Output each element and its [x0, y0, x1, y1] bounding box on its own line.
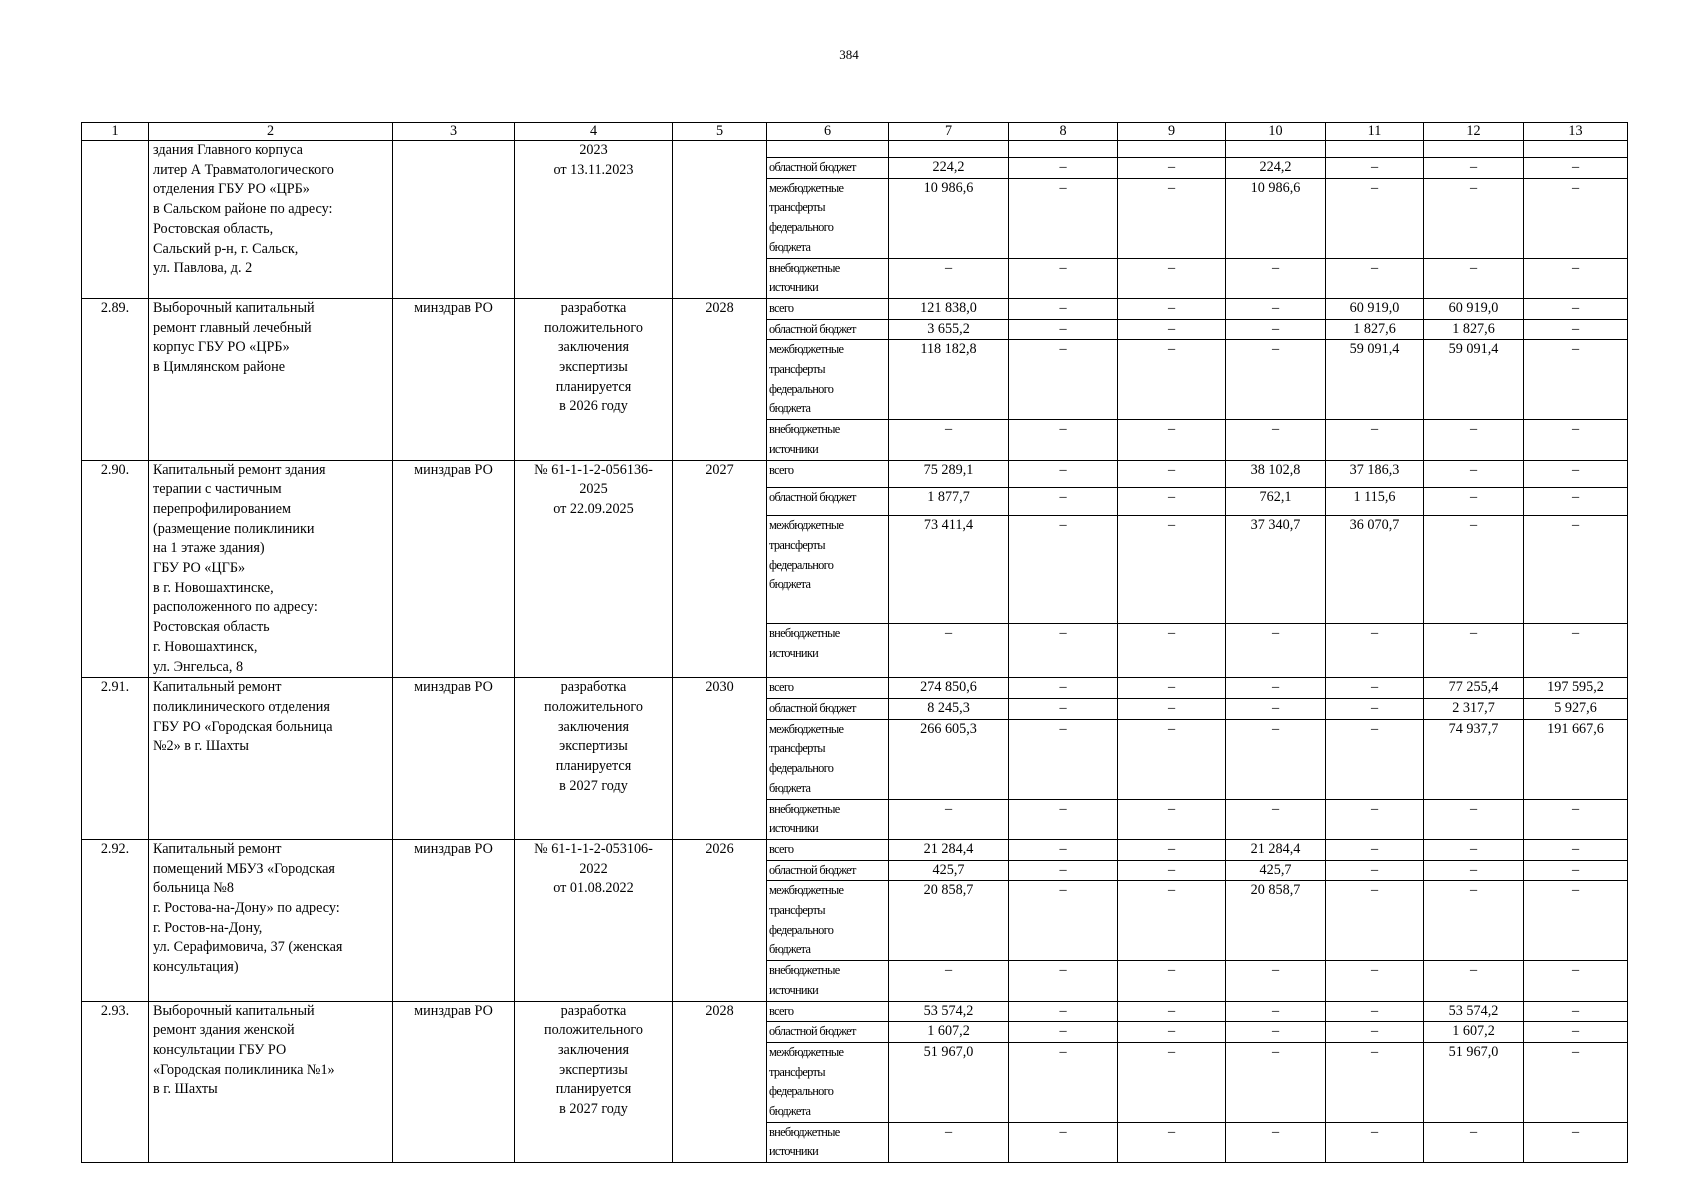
- amount-cell: 21 284,4: [889, 839, 1009, 860]
- amount-cell: 53 574,2: [889, 1001, 1009, 1022]
- amount-cell: –: [1118, 1001, 1226, 1022]
- amount-cell: –: [1226, 319, 1326, 340]
- table-row: [82, 678, 1628, 699]
- amount-cell: 1 607,2: [889, 1022, 1009, 1043]
- column-number-row: [82, 123, 1628, 141]
- amount-cell: –: [1118, 1042, 1226, 1122]
- amount-cell: –: [1009, 623, 1118, 677]
- amount-cell: –: [1009, 158, 1118, 179]
- amount-cell: –: [1524, 623, 1628, 677]
- item-year: 2030: [673, 678, 767, 840]
- amount-cell: –: [1226, 298, 1326, 319]
- item-year: [673, 141, 767, 299]
- amount-cell: 51 967,0: [1424, 1042, 1524, 1122]
- amount-cell: –: [1226, 258, 1326, 298]
- amount-cell: –: [1009, 460, 1118, 488]
- item-document: № 61-1-1-2-056136- 2025 от 22.09.2025: [515, 460, 673, 678]
- empty-cell: [767, 141, 889, 158]
- item-name: Капитальный ремонт здания терапии с частичным перепрофилированием (размещение поликлиники на 1 этаже здания) ГБУ РО «ЦГБ» в г. Новошахтинске, расположенного по адресу: Ростовская область г. Новошахтинск, ул. Энгельса, 8: [149, 460, 393, 678]
- amount-cell: –: [1118, 460, 1226, 488]
- amount-cell: –: [1524, 319, 1628, 340]
- amount-cell: 77 255,4: [1424, 678, 1524, 699]
- item-executor: [393, 141, 515, 299]
- amount-cell: –: [1009, 1001, 1118, 1022]
- amount-cell: –: [1118, 860, 1226, 881]
- empty-cell: [1424, 141, 1524, 158]
- amount-cell: –: [1226, 1022, 1326, 1043]
- amount-cell: 1 827,6: [1424, 319, 1524, 340]
- amount-cell: –: [889, 258, 1009, 298]
- funding-source: областной бюджет: [767, 860, 889, 881]
- column-number: 4: [515, 123, 673, 141]
- item-year: 2028: [673, 298, 767, 460]
- amount-cell: –: [1524, 258, 1628, 298]
- amount-cell: 59 091,4: [1326, 340, 1424, 420]
- amount-cell: 118 182,8: [889, 340, 1009, 420]
- amount-cell: –: [1424, 460, 1524, 488]
- amount-cell: 1 115,6: [1326, 488, 1424, 516]
- amount-cell: –: [1226, 719, 1326, 799]
- item-year: 2027: [673, 460, 767, 678]
- funding-source: областной бюджет: [767, 319, 889, 340]
- amount-cell: –: [1118, 178, 1226, 258]
- amount-cell: –: [1118, 319, 1226, 340]
- amount-cell: –: [1009, 881, 1118, 961]
- amount-cell: 1 827,6: [1326, 319, 1424, 340]
- amount-cell: –: [1009, 516, 1118, 624]
- column-number: 1: [82, 123, 149, 141]
- column-number: 7: [889, 123, 1009, 141]
- amount-cell: –: [1009, 961, 1118, 1001]
- funding-source: межбюджетные трансферты федерального бюджета: [767, 340, 889, 420]
- funding-source: внебюджетные источники: [767, 420, 889, 460]
- item-document: № 61-1-1-2-053106- 2022 от 01.08.2022: [515, 839, 673, 1001]
- item-number: 2.90.: [82, 460, 149, 678]
- empty-cell: [1226, 141, 1326, 158]
- amount-cell: –: [1326, 698, 1424, 719]
- amount-cell: 1 877,7: [889, 488, 1009, 516]
- table-row: [82, 839, 1628, 860]
- amount-cell: –: [1424, 158, 1524, 179]
- column-number: 9: [1118, 123, 1226, 141]
- amount-cell: –: [1524, 460, 1628, 488]
- amount-cell: –: [1326, 158, 1424, 179]
- amount-cell: –: [1226, 1001, 1326, 1022]
- page-number: 384: [839, 47, 859, 62]
- amount-cell: –: [1326, 1022, 1424, 1043]
- amount-cell: –: [1326, 623, 1424, 677]
- amount-cell: –: [1326, 719, 1424, 799]
- amount-cell: –: [1009, 839, 1118, 860]
- column-number: 3: [393, 123, 515, 141]
- table-row: [82, 141, 1628, 158]
- item-name: Выборочный капитальный ремонт здания женской консультации ГБУ РО «Городская поликлиника №1» в г. Шахты: [149, 1001, 393, 1163]
- amount-cell: –: [1326, 839, 1424, 860]
- amount-cell: 121 838,0: [889, 298, 1009, 319]
- amount-cell: –: [1424, 178, 1524, 258]
- funding-source: всего: [767, 298, 889, 319]
- amount-cell: –: [1524, 178, 1628, 258]
- amount-cell: 1 607,2: [1424, 1022, 1524, 1043]
- amount-cell: –: [1118, 488, 1226, 516]
- amount-cell: –: [1009, 698, 1118, 719]
- item-name: Выборочный капитальный ремонт главный лечебный корпус ГБУ РО «ЦРБ» в Цимлянском районе: [149, 298, 393, 460]
- item-number: 2.89.: [82, 298, 149, 460]
- item-year: 2028: [673, 1001, 767, 1163]
- amount-cell: –: [1009, 340, 1118, 420]
- column-number: 6: [767, 123, 889, 141]
- amount-cell: –: [1524, 488, 1628, 516]
- amount-cell: –: [1118, 158, 1226, 179]
- amount-cell: 2 317,7: [1424, 698, 1524, 719]
- amount-cell: –: [1424, 860, 1524, 881]
- amount-cell: –: [1326, 1122, 1424, 1162]
- amount-cell: –: [1118, 799, 1226, 839]
- amount-cell: –: [1009, 860, 1118, 881]
- amount-cell: –: [1326, 258, 1424, 298]
- amount-cell: 60 919,0: [1326, 298, 1424, 319]
- amount-cell: 224,2: [1226, 158, 1326, 179]
- amount-cell: –: [1226, 1122, 1326, 1162]
- amount-cell: 5 927,6: [1524, 698, 1628, 719]
- amount-cell: –: [1226, 623, 1326, 677]
- amount-cell: 59 091,4: [1424, 340, 1524, 420]
- amount-cell: –: [1118, 340, 1226, 420]
- amount-cell: –: [1118, 1022, 1226, 1043]
- item-executor: минздрав РО: [393, 460, 515, 678]
- funding-source: всего: [767, 678, 889, 699]
- amount-cell: –: [1424, 1122, 1524, 1162]
- column-number: 11: [1326, 123, 1424, 141]
- amount-cell: –: [1424, 881, 1524, 961]
- item-name: здания Главного корпуса литер А Травматологического отделения ГБУ РО «ЦРБ» в Сальском районе по адресу: Ростовская область, Сальский р-н, г. Сальск, ул. Павлова, д. 2: [149, 141, 393, 299]
- amount-cell: –: [1226, 799, 1326, 839]
- amount-cell: –: [1118, 623, 1226, 677]
- empty-cell: [889, 141, 1009, 158]
- amount-cell: –: [1524, 340, 1628, 420]
- amount-cell: –: [889, 623, 1009, 677]
- funding-source: областной бюджет: [767, 158, 889, 179]
- funding-source: всего: [767, 839, 889, 860]
- amount-cell: 266 605,3: [889, 719, 1009, 799]
- item-name: Капитальный ремонт поликлинического отделения ГБУ РО «Городская больница №2» в г. Шахты: [149, 678, 393, 840]
- item-executor: минздрав РО: [393, 298, 515, 460]
- table-row: [82, 1001, 1628, 1022]
- amount-cell: 762,1: [1226, 488, 1326, 516]
- item-number: 2.91.: [82, 678, 149, 840]
- amount-cell: –: [1118, 719, 1226, 799]
- amount-cell: –: [1118, 678, 1226, 699]
- amount-cell: –: [1524, 420, 1628, 460]
- amount-cell: 224,2: [889, 158, 1009, 179]
- amount-cell: –: [1009, 178, 1118, 258]
- column-number: 2: [149, 123, 393, 141]
- amount-cell: –: [1424, 839, 1524, 860]
- amount-cell: –: [889, 799, 1009, 839]
- amount-cell: –: [1009, 719, 1118, 799]
- amount-cell: –: [1524, 839, 1628, 860]
- amount-cell: 38 102,8: [1226, 460, 1326, 488]
- item-name: Капитальный ремонт помещений МБУЗ «Городская больница №8 г. Ростова-на-Дону» по адресу: г. Ростов-на-Дону, ул. Серафимовича, 37 (женская консультация): [149, 839, 393, 1001]
- item-number: 2.93.: [82, 1001, 149, 1163]
- budget-table: [81, 122, 1628, 1163]
- amount-cell: –: [1524, 1122, 1628, 1162]
- funding-source: внебюджетные источники: [767, 258, 889, 298]
- amount-cell: 74 937,7: [1424, 719, 1524, 799]
- amount-cell: –: [1326, 420, 1424, 460]
- funding-source: областной бюджет: [767, 1022, 889, 1043]
- amount-cell: –: [1009, 488, 1118, 516]
- column-number: 5: [673, 123, 767, 141]
- amount-cell: –: [889, 420, 1009, 460]
- amount-cell: –: [889, 961, 1009, 1001]
- amount-cell: 274 850,6: [889, 678, 1009, 699]
- amount-cell: –: [1524, 1022, 1628, 1043]
- item-document: 2023 от 13.11.2023: [515, 141, 673, 299]
- amount-cell: 36 070,7: [1326, 516, 1424, 624]
- funding-source: межбюджетные трансферты федерального бюджета: [767, 719, 889, 799]
- column-number: 8: [1009, 123, 1118, 141]
- amount-cell: –: [1424, 961, 1524, 1001]
- amount-cell: –: [1524, 881, 1628, 961]
- column-number: 13: [1524, 123, 1628, 141]
- funding-source: областной бюджет: [767, 488, 889, 516]
- amount-cell: –: [1326, 1042, 1424, 1122]
- funding-source: межбюджетные трансферты федерального бюджета: [767, 178, 889, 258]
- amount-cell: –: [1009, 319, 1118, 340]
- funding-source: внебюджетные источники: [767, 961, 889, 1001]
- item-number: [82, 141, 149, 299]
- amount-cell: –: [1226, 340, 1326, 420]
- amount-cell: –: [1118, 258, 1226, 298]
- amount-cell: –: [1524, 158, 1628, 179]
- amount-cell: 197 595,2: [1524, 678, 1628, 699]
- amount-cell: –: [1326, 881, 1424, 961]
- amount-cell: 60 919,0: [1424, 298, 1524, 319]
- item-document: разработка положительного заключения экспертизы планируется в 2026 году: [515, 298, 673, 460]
- amount-cell: –: [889, 1122, 1009, 1162]
- funding-source: внебюджетные источники: [767, 799, 889, 839]
- amount-cell: –: [1118, 961, 1226, 1001]
- item-document: разработка положительного заключения экспертизы планируется в 2027 году: [515, 1001, 673, 1163]
- amount-cell: –: [1226, 1042, 1326, 1122]
- funding-source: межбюджетные трансферты федерального бюджета: [767, 516, 889, 624]
- amount-cell: –: [1424, 799, 1524, 839]
- amount-cell: –: [1326, 961, 1424, 1001]
- empty-cell: [1009, 141, 1118, 158]
- item-number: 2.92.: [82, 839, 149, 1001]
- amount-cell: –: [1118, 698, 1226, 719]
- amount-cell: –: [1326, 678, 1424, 699]
- amount-cell: 20 858,7: [889, 881, 1009, 961]
- empty-cell: [1326, 141, 1424, 158]
- amount-cell: –: [1424, 488, 1524, 516]
- amount-cell: –: [1524, 1001, 1628, 1022]
- amount-cell: –: [1524, 799, 1628, 839]
- amount-cell: 21 284,4: [1226, 839, 1326, 860]
- item-year: 2026: [673, 839, 767, 1001]
- funding-source: внебюджетные источники: [767, 623, 889, 677]
- amount-cell: 425,7: [889, 860, 1009, 881]
- amount-cell: –: [1009, 678, 1118, 699]
- funding-source: областной бюджет: [767, 698, 889, 719]
- amount-cell: 73 411,4: [889, 516, 1009, 624]
- amount-cell: –: [1524, 298, 1628, 319]
- item-document: разработка положительного заключения экспертизы планируется в 2027 году: [515, 678, 673, 840]
- amount-cell: –: [1009, 799, 1118, 839]
- amount-cell: 425,7: [1226, 860, 1326, 881]
- amount-cell: 191 667,6: [1524, 719, 1628, 799]
- amount-cell: –: [1326, 1001, 1424, 1022]
- amount-cell: 10 986,6: [889, 178, 1009, 258]
- amount-cell: 37 340,7: [1226, 516, 1326, 624]
- amount-cell: –: [1009, 1042, 1118, 1122]
- amount-cell: 75 289,1: [889, 460, 1009, 488]
- amount-cell: –: [1524, 860, 1628, 881]
- amount-cell: –: [1424, 623, 1524, 677]
- amount-cell: –: [1326, 860, 1424, 881]
- amount-cell: –: [1118, 516, 1226, 624]
- item-executor: минздрав РО: [393, 678, 515, 840]
- amount-cell: –: [1118, 298, 1226, 319]
- amount-cell: –: [1009, 420, 1118, 460]
- amount-cell: 37 186,3: [1326, 460, 1424, 488]
- amount-cell: –: [1009, 258, 1118, 298]
- item-executor: минздрав РО: [393, 839, 515, 1001]
- empty-cell: [1118, 141, 1226, 158]
- amount-cell: –: [1424, 258, 1524, 298]
- amount-cell: 8 245,3: [889, 698, 1009, 719]
- amount-cell: 3 655,2: [889, 319, 1009, 340]
- amount-cell: –: [1118, 839, 1226, 860]
- amount-cell: –: [1009, 1122, 1118, 1162]
- funding-source: всего: [767, 1001, 889, 1022]
- amount-cell: –: [1226, 698, 1326, 719]
- amount-cell: 20 858,7: [1226, 881, 1326, 961]
- amount-cell: –: [1118, 1122, 1226, 1162]
- amount-cell: –: [1524, 516, 1628, 624]
- item-executor: минздрав РО: [393, 1001, 515, 1163]
- amount-cell: 51 967,0: [889, 1042, 1009, 1122]
- funding-source: межбюджетные трансферты федерального бюджета: [767, 1042, 889, 1122]
- column-number: 10: [1226, 123, 1326, 141]
- funding-source: всего: [767, 460, 889, 488]
- amount-cell: –: [1118, 881, 1226, 961]
- amount-cell: 53 574,2: [1424, 1001, 1524, 1022]
- funding-source: межбюджетные трансферты федерального бюджета: [767, 881, 889, 961]
- amount-cell: –: [1118, 420, 1226, 460]
- amount-cell: –: [1009, 1022, 1118, 1043]
- funding-source: внебюджетные источники: [767, 1122, 889, 1162]
- column-number: 12: [1424, 123, 1524, 141]
- table-row: [82, 460, 1628, 488]
- amount-cell: –: [1424, 420, 1524, 460]
- amount-cell: –: [1226, 678, 1326, 699]
- amount-cell: –: [1326, 799, 1424, 839]
- table-row: [82, 298, 1628, 319]
- amount-cell: –: [1424, 516, 1524, 624]
- amount-cell: –: [1009, 298, 1118, 319]
- amount-cell: –: [1326, 178, 1424, 258]
- amount-cell: –: [1524, 961, 1628, 1001]
- amount-cell: –: [1226, 420, 1326, 460]
- amount-cell: –: [1226, 961, 1326, 1001]
- amount-cell: 10 986,6: [1226, 178, 1326, 258]
- empty-cell: [1524, 141, 1628, 158]
- amount-cell: –: [1524, 1042, 1628, 1122]
